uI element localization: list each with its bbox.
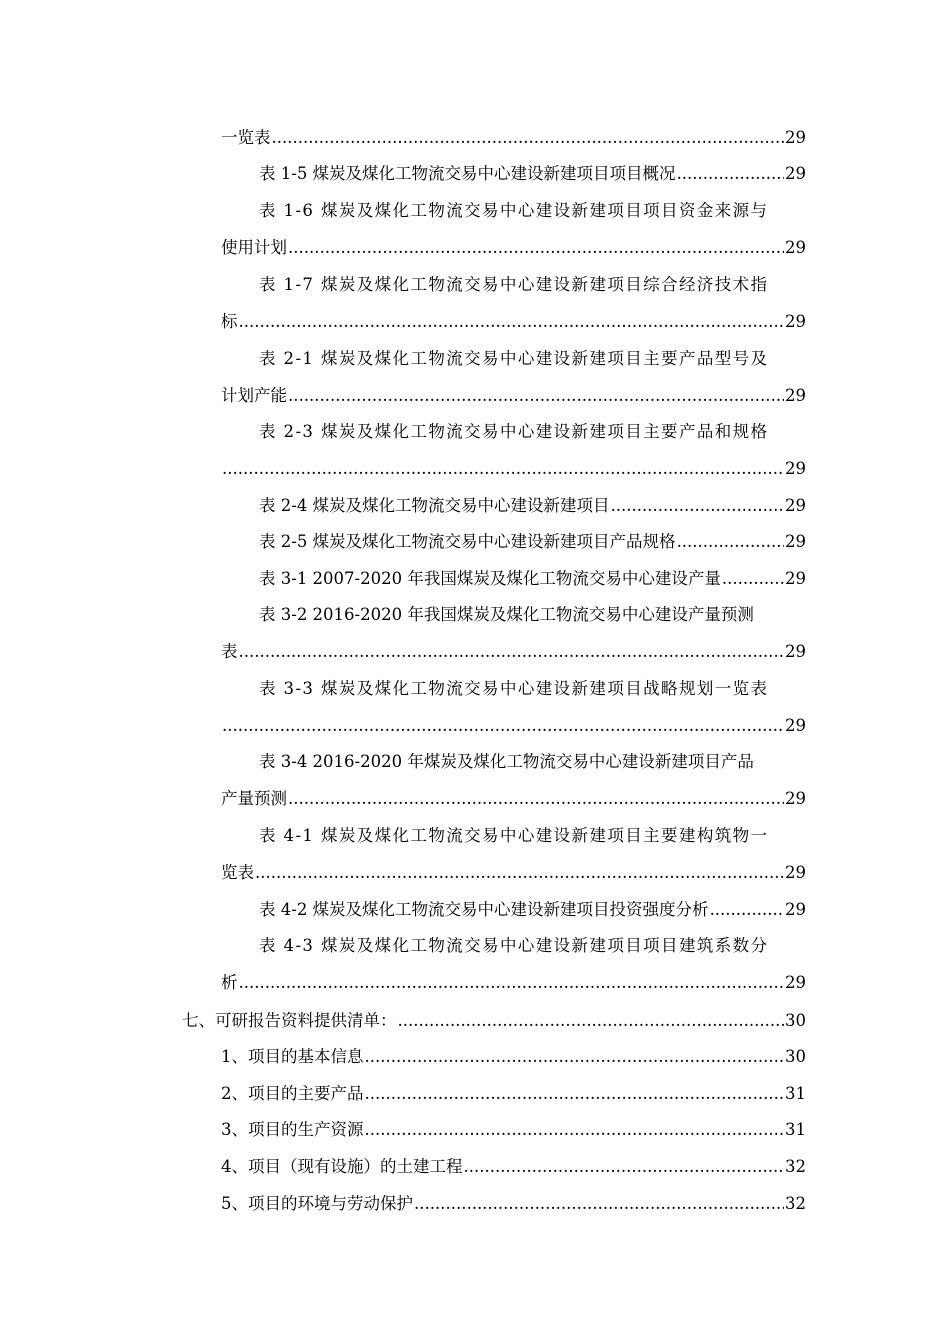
toc-leader [365, 1047, 785, 1067]
toc-page-number: 29 [785, 459, 806, 478]
toc-leader [464, 1157, 785, 1177]
toc-entry-text: 表 2-4 煤炭及煤化工物流交易中心建设新建项目 [259, 496, 610, 515]
toc-page-number: 29 [785, 900, 806, 919]
toc-entry-text: 一览表 [221, 128, 271, 147]
toc-leader [414, 1194, 784, 1214]
toc-entry[interactable] [221, 459, 806, 479]
toc-page-number: 29 [785, 496, 806, 515]
toc-entry-text: 产量预测 [221, 789, 287, 808]
toc-entry[interactable] [259, 532, 806, 552]
toc-page-number: 29 [785, 238, 806, 257]
toc-entry-text: 2、项目的主要产品 [221, 1084, 364, 1103]
toc-leader [398, 1011, 785, 1031]
toc-page-number: 29 [785, 532, 806, 551]
toc-entry-line[interactable]: 表 1-6 煤炭及煤化工物流交易中心建设新建项目项目资金来源与 [259, 201, 769, 220]
toc-entry[interactable] [221, 789, 806, 809]
toc-entry[interactable] [259, 164, 806, 184]
toc-entry[interactable] [221, 312, 806, 332]
toc-entry-text: 表 2-5 煤炭及煤化工物流交易中心建设新建项目产品规格 [259, 532, 676, 551]
toc-section-text: 七、可研报告资料提供清单： [182, 1011, 397, 1030]
toc-entry[interactable] [221, 238, 806, 258]
toc-entry[interactable] [221, 1120, 806, 1140]
toc-entry[interactable] [221, 386, 806, 406]
toc-entry-text: 3、项目的生产资源 [221, 1120, 364, 1139]
toc-leader [239, 973, 785, 993]
toc-leader [288, 238, 784, 258]
toc-entry[interactable] [221, 973, 806, 993]
toc-entry-text: 表 4-2 煤炭及煤化工物流交易中心建设新建项目投资强度分析 [259, 900, 709, 919]
toc-page-number: 29 [785, 716, 806, 735]
toc-entry-line[interactable]: 表 4-1 煤炭及煤化工物流交易中心建设新建项目主要建构筑物一 [259, 826, 769, 845]
toc-leader [722, 569, 784, 589]
toc-entry-text: 析 [221, 973, 238, 992]
toc-leader [677, 532, 784, 552]
toc-leader [677, 164, 784, 184]
toc-leader [365, 1084, 785, 1104]
toc-leader [288, 386, 784, 406]
toc-entry-line[interactable]: 表 2-3 煤炭及煤化工物流交易中心建设新建项目主要产品和规格 [259, 422, 769, 441]
toc-page-number: 29 [785, 569, 806, 588]
toc-page-number: 29 [785, 973, 806, 992]
toc-entry-line[interactable]: 表 4-3 煤炭及煤化工物流交易中心建设新建项目项目建筑系数分 [259, 936, 769, 955]
toc-page-number: 32 [785, 1194, 806, 1213]
toc-page-number: 30 [785, 1047, 806, 1066]
toc-page-number: 29 [785, 642, 806, 661]
toc-page-number: 29 [785, 164, 806, 183]
toc-leader [239, 642, 785, 662]
toc-entry[interactable] [221, 128, 806, 148]
toc-page-number: 29 [785, 386, 806, 405]
toc-page-number: 30 [785, 1011, 806, 1030]
toc-entry-line[interactable]: 表 2-1 煤炭及煤化工物流交易中心建设新建项目主要产品型号及 [259, 349, 769, 368]
toc-entry[interactable] [259, 496, 806, 516]
toc-entry-text: 4、项目（现有设施）的土建工程 [221, 1157, 463, 1176]
toc-page-number: 29 [785, 128, 806, 147]
toc-entry-text: 表 1-5 煤炭及煤化工物流交易中心建设新建项目项目概况 [259, 164, 676, 183]
toc-entry[interactable] [221, 1047, 806, 1067]
toc-page-number: 31 [785, 1084, 806, 1103]
toc-entry[interactable] [221, 1084, 806, 1104]
toc-section[interactable] [182, 1011, 806, 1031]
toc-leader [365, 1120, 785, 1140]
toc-entry-text: 表 3-1 2007-2020 年我国煤炭及煤化工物流交易中心建设产量 [259, 569, 721, 588]
toc-page-number: 29 [785, 312, 806, 331]
toc-entry-text: 览表 [221, 863, 254, 882]
toc-entry[interactable] [259, 900, 806, 920]
toc-leader [222, 716, 784, 736]
toc-entry[interactable] [259, 569, 806, 589]
toc-entry[interactable] [221, 716, 806, 736]
toc-entry-text: 标 [221, 312, 238, 331]
toc-leader [272, 128, 785, 148]
toc-entry-text: 计划产能 [221, 386, 287, 405]
toc-entry-text: 使用计划 [221, 238, 287, 257]
toc-entry[interactable] [221, 863, 806, 883]
toc-entry-text: 5、项目的环境与劳动保护 [221, 1194, 413, 1213]
toc-entry-line[interactable]: 表 1-7 煤炭及煤化工物流交易中心建设新建项目综合经济技术指 [259, 275, 769, 294]
toc-page-number: 29 [785, 789, 806, 808]
toc-entry[interactable] [221, 642, 806, 662]
toc-entry-line[interactable]: 表 3-4 2016-2020 年煤炭及煤化工物流交易中心建设新建项目产品 [259, 752, 754, 771]
toc-leader [288, 789, 784, 809]
toc-entry[interactable] [221, 1194, 806, 1214]
toc-page-number: 32 [785, 1157, 806, 1176]
toc-leader [239, 312, 785, 332]
toc-entry-line[interactable]: 表 3-3 煤炭及煤化工物流交易中心建设新建项目战略规划一览表 [259, 679, 769, 698]
toc-leader [710, 900, 784, 920]
toc-page-number: 31 [785, 1120, 806, 1139]
toc-entry-text: 1、项目的基本信息 [221, 1047, 364, 1066]
toc-entry[interactable] [221, 1157, 806, 1177]
toc-entry-text: 表 [221, 642, 238, 661]
toc-leader [222, 459, 784, 479]
toc-entry-line[interactable]: 表 3-2 2016-2020 年我国煤炭及煤化工物流交易中心建设产量预测 [259, 605, 754, 624]
toc-leader [611, 496, 784, 516]
toc-page-number: 29 [785, 863, 806, 882]
toc-leader [255, 863, 784, 883]
